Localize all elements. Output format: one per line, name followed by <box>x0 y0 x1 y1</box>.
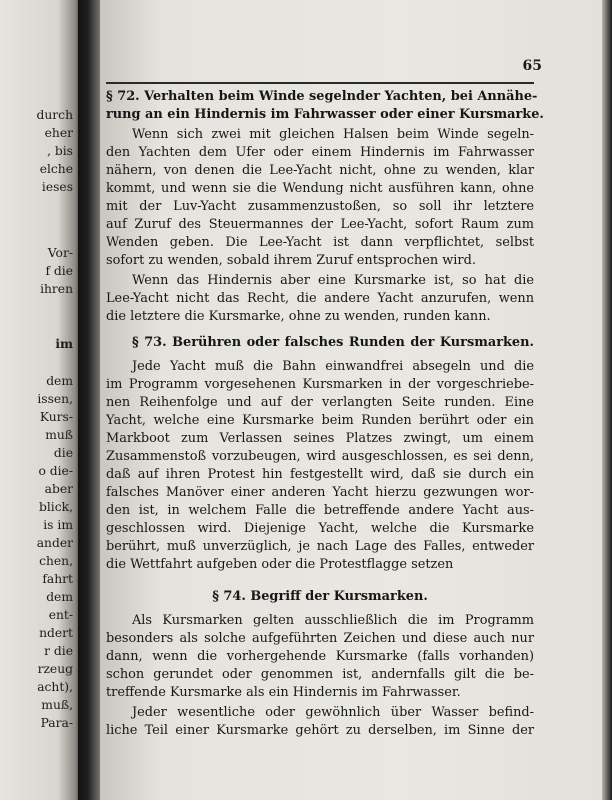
text-line: sofort zu wenden, sobald ihrem Zuruf entsprochen wird. <box>106 253 476 268</box>
text-line: daß auf ihren Protest hin festgestellt wird, daß sie durch ein <box>106 467 534 482</box>
left-page-line: die <box>53 446 73 460</box>
section-heading-line: § 72. Verhalten beim Winde segelnder Yachten, bei Annähe- <box>106 89 538 104</box>
left-page-line: f die <box>45 264 73 278</box>
left-page-line: chen, <box>39 554 73 568</box>
text-line: Wenden geben. Die Lee-Yacht ist dann verpflichtet, selbst <box>106 235 534 250</box>
text-line: liche Teil einer Kursmarke gehört zu derselben, im Sinne der <box>106 723 534 738</box>
left-page-line: Para- <box>40 716 73 730</box>
left-page-line: ander <box>36 536 73 550</box>
section-heading-line: § 73. Berühren oder falsches Runden der Kursmarken. <box>132 335 534 350</box>
text-line: kommt, und wenn sie die Wendung nicht ausführen kann, ohne <box>106 181 534 196</box>
text-line: den ist, in welchem Falle die betreffende andere Yacht aus- <box>106 503 534 518</box>
left-page-text <box>0 0 76 800</box>
text-line: falsches Manöver einer anderen Yacht hierzu gezwungen wor- <box>106 485 534 500</box>
left-page-line: ieses <box>41 180 73 194</box>
text-line: geschlossen wird. Diejenige Yacht, welche die Kursmarke <box>106 521 534 536</box>
text-line: die Wettfahrt aufgeben oder die Protestflagge setzen <box>106 557 454 572</box>
left-page-line: ndert <box>39 626 73 640</box>
text-line: berührt, muß unverzüglich, je nach Lage des Falles, entweder <box>106 539 534 554</box>
text-line: Jede Yacht muß die Bahn einwandfrei absegeln und die <box>132 359 534 374</box>
left-page-line: dem <box>46 590 73 604</box>
section-heading-line: rung an ein Hindernis im Fahrwasser oder einer Kursmarke. <box>106 107 544 122</box>
left-page-line: dem <box>46 374 73 388</box>
left-page <box>0 0 82 800</box>
page-number: 65 <box>522 58 542 74</box>
left-page-line: fahrt <box>42 572 73 586</box>
left-page-line: Kurs- <box>39 410 73 424</box>
text-line: Jeder wesentliche oder gewöhnlich über Wasser befind- <box>132 705 534 720</box>
left-page-line: muß <box>45 428 73 442</box>
text-line: Wenn das Hindernis aber eine Kursmarke ist, so hat die <box>132 273 534 288</box>
left-page-line: o die- <box>38 464 73 478</box>
left-page-line: aber <box>44 482 73 496</box>
text-line: schon gerundet oder genommen ist, andernfalls gilt die be- <box>106 667 534 682</box>
left-page-line: rzeug <box>37 662 73 676</box>
page-body-text <box>106 0 544 800</box>
section-heading-line: § 74. Begriff der Kursmarken. <box>212 589 428 604</box>
text-line: die letztere die Kursmarke, ohne zu wenden, runden kann. <box>106 309 491 324</box>
left-page-line: im <box>55 336 73 351</box>
text-line: treffende Kursmarke als ein Hindernis im Fahrwasser. <box>106 685 461 700</box>
text-line: mit der Luv-Yacht zusammenzustoßen, so soll ihr letztere <box>106 199 534 214</box>
text-line: im Programm vorgesehenen Kursmarken in der vorgeschriebe- <box>106 377 534 392</box>
text-line: nähern, von denen die Lee-Yacht nicht, ohne zu wenden, klar <box>106 163 534 178</box>
left-page-line: muß, <box>41 698 73 712</box>
page-edge <box>602 0 612 800</box>
text-line: nen Reihenfolge und auf der verlangten Seite runden. Eine <box>106 395 534 410</box>
left-page-line: ent- <box>48 608 73 622</box>
text-line: Yacht, welche eine Kursmarke beim Runden berührt oder ein <box>106 413 534 428</box>
text-line: den Yachten dem Ufer oder einem Hindernis im Fahrwasser <box>106 145 534 160</box>
left-page-line: issen, <box>37 392 73 406</box>
left-page-line: Vor- <box>47 246 73 260</box>
left-page-line: is im <box>43 518 73 532</box>
text-line: Als Kursmarken gelten ausschließlich die im Programm <box>132 613 534 628</box>
text-line: auf Zuruf des Steuermannes der Lee-Yacht, sofort Raum zum <box>106 217 534 232</box>
left-page-line: , bis <box>47 144 73 158</box>
text-line: Lee-Yacht nicht das Recht, die andere Yacht anzurufen, wenn <box>106 291 534 306</box>
left-page-line: blick, <box>39 500 73 514</box>
left-page-line: durch <box>36 108 73 122</box>
text-line: besonders als solche aufgeführten Zeichen und diese auch nur <box>106 631 534 646</box>
text-line: Markboot zum Verlassen seines Platzes zwingt, um einem <box>106 431 534 446</box>
left-page-line: acht), <box>37 680 73 694</box>
left-page-line: r die <box>44 644 73 658</box>
text-line: Zusammenstoß vorzubeugen, wird ausgeschlossen, es sei denn, <box>106 449 534 464</box>
text-line: Wenn sich zwei mit gleichen Halsen beim Winde segeln- <box>132 127 534 142</box>
left-page-line: eher <box>44 126 73 140</box>
left-page-line: ihren <box>40 282 73 296</box>
left-page-line: elche <box>39 162 73 176</box>
text-line: dann, wenn die vorhergehende Kursmarke (falls vorhanden) <box>106 649 534 664</box>
